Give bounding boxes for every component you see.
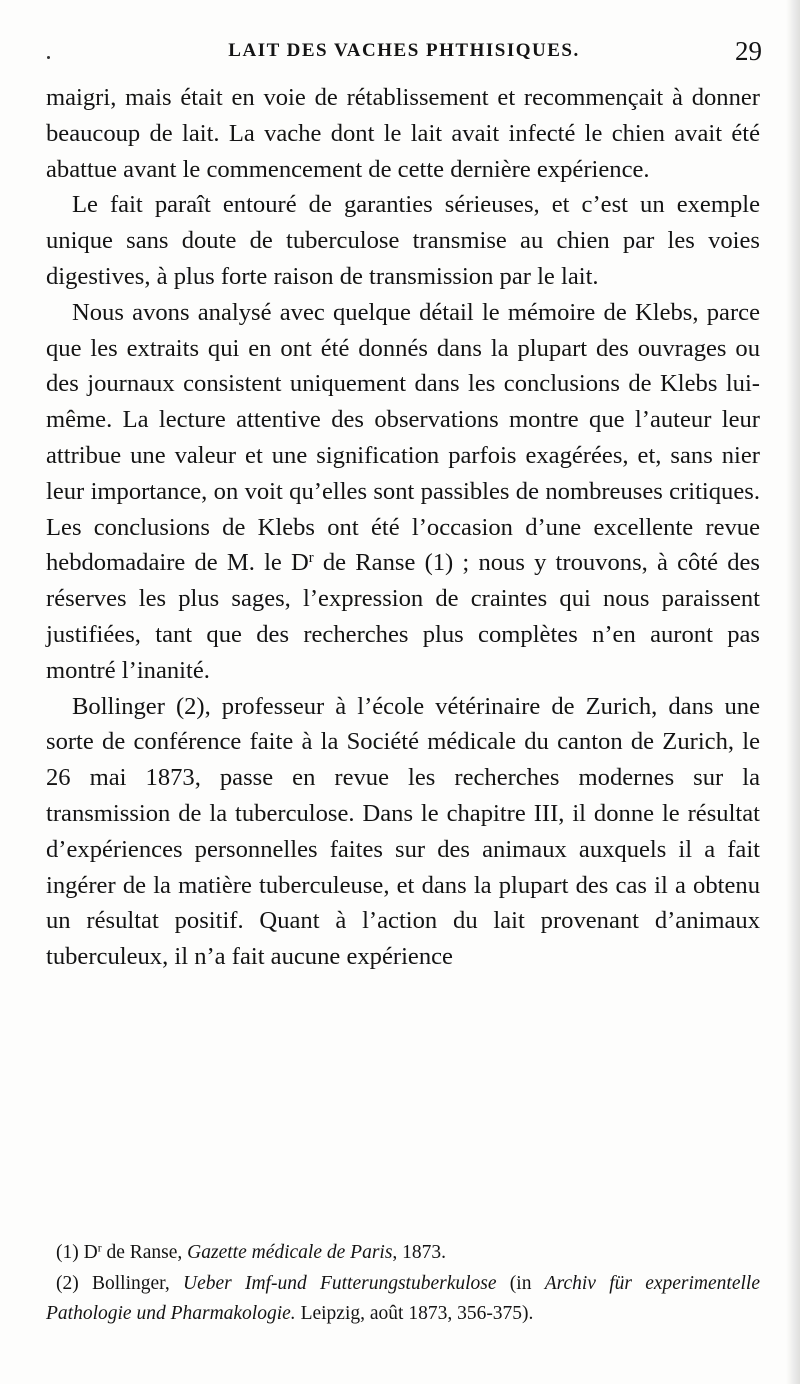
- paragraph: Bollinger (2), professeur à l’école vétérinaire de Zurich, dans une sorte de conférence faite à la Société médicale du canton de Zurich, le 26 mai 1873, passe en revue les recherches modernes sur la transmission de la tuberculose. Dans le chapitre III, il donne le résultat d’expériences personnelles faites sur des animaux auxquels il a fait ingérer de la matière tuberculeuse, et dans la plupart des cas il a obtenu un résultat positif. Quant à l’action du lait provenant d’animaux tuberculeux, il n’a fait aucune expérience: [46, 692, 760, 971]
- page-edge-shadow: [786, 0, 800, 1384]
- footnote-title: Ueber Imf-und Futterungstuberkulose: [183, 1272, 497, 1294]
- footnote-marker: (1) D: [56, 1242, 98, 1263]
- paragraph-text: de Ranse (1) ; nous y trouvons, à côté des réserves les plus sages, l’expression de craintes qui nous paraissent justifiées, tant que des recherches plus complètes n’en auront pas montré l’inanité.: [46, 549, 760, 684]
- body-text: [46, 80, 760, 975]
- running-head: LAIT DES VACHES PHTHISIQUES.: [228, 40, 580, 61]
- paragraph-text: Nous avons analysé avec quelque détail le mémoire de Klebs, parce que les extraits qui en ont été donnés dans la plupart des ouvrages ou des journaux consistent uniquement dans les conclusions de Klebs lui-même. La lecture attentive des observations montre que l’auteur leur attribue une valeur et une signification parfois exagérées, et, sans nier leur importance, on voit qu’elles sont passibles de nombreuses critiques. Les conclusions de Klebs ont été l’occasion d’une excellente revue hebdomadaire de M. le D: [46, 298, 760, 577]
- footnotes: [46, 1238, 760, 1330]
- paragraph: Le fait paraît entouré de garanties sérieuses, et c’est un exemple unique sans doute de tuberculose transmise au chien par les voies digestives, à plus forte raison de transmission par le lait.: [46, 191, 760, 290]
- superscript: r: [97, 1241, 102, 1255]
- footnote-author: de Ranse,: [101, 1242, 188, 1263]
- page-header: [46, 36, 762, 76]
- page-number: 29: [735, 36, 762, 66]
- footnote-title: Gazette médicale de Paris: [187, 1242, 393, 1263]
- superscript: r: [308, 550, 314, 567]
- paragraph: [46, 295, 760, 689]
- footnote-date: , 1873.: [392, 1242, 447, 1263]
- paragraph-continuation: maigri, mais était en voie de rétablissement et recommençait à donner beaucoup de lait. La vache dont le lait avait infecté le chien avait été abattue avant le commencement de cette dernière expérience.: [46, 84, 760, 183]
- footnote-marker: (2) Bollinger,: [56, 1272, 183, 1294]
- footnote-1: [46, 1238, 760, 1269]
- footnote-date: Leipzig, août 1873, 356-375).: [295, 1303, 534, 1324]
- footnote-2: [46, 1269, 760, 1330]
- footnote-journal: Archiv für experimentelle Pathologie und Pharmakologie.: [46, 1272, 760, 1324]
- footnote-paren: (in: [496, 1272, 545, 1294]
